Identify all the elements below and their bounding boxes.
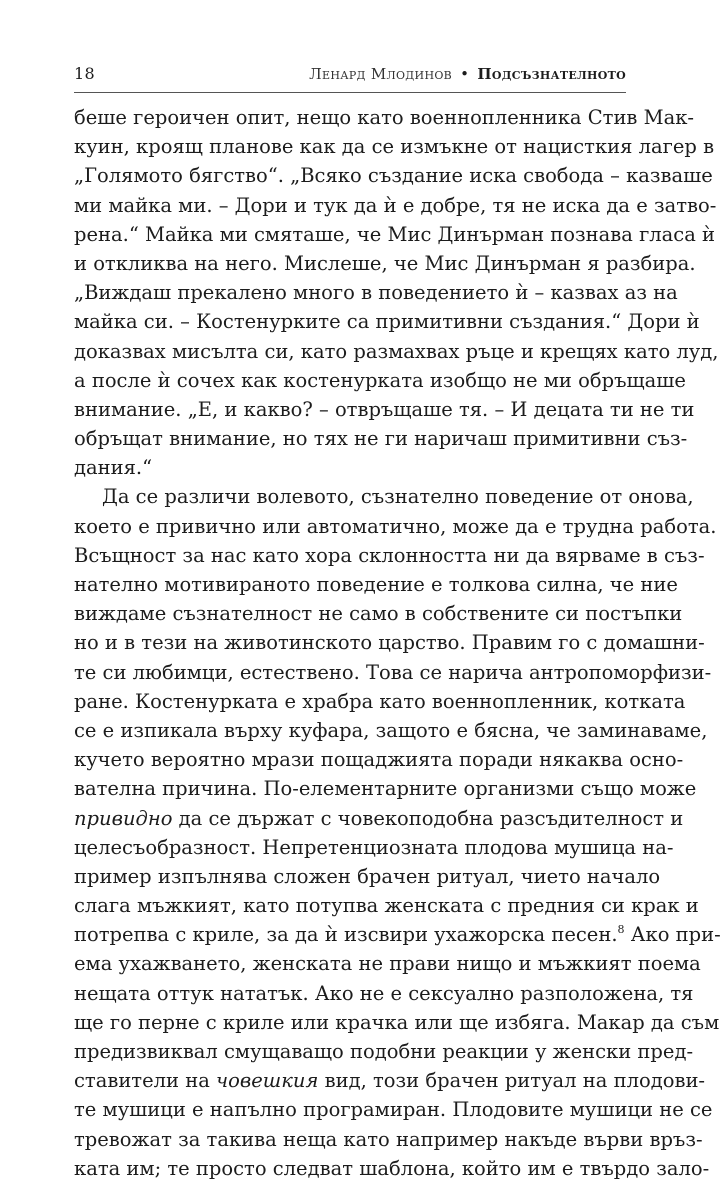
text-line: куин, кроящ планове как да се измъкне от нацисткия лагер в	[74, 135, 715, 159]
text-line: ще го перне с криле или крачка или ще избяга. Макар да съм	[74, 1010, 720, 1034]
text-line: тревожат за такива неща като например накъде върви връз-	[74, 1127, 703, 1151]
text-line: ми майка ми. – Дори и тук да ѝ е добре, тя не иска да е затво-	[74, 193, 717, 217]
text-line: доказвах мисълта си, като размахвах ръце и крещях като луд,	[74, 339, 719, 363]
text-line: ката им; те просто следват шаблона, който им е твърдо зало-	[74, 1156, 710, 1180]
text-line: целесъобразност. Непретенциозната плодова мушица на-	[74, 835, 674, 859]
text-line: „Виждаш прекалено много в поведението ѝ – казвах аз на	[74, 281, 678, 305]
text-line: а после ѝ сочех как костенурката изобщо не ми обръщаше	[74, 368, 686, 392]
italic-word: привидно	[74, 806, 173, 830]
text-line: слага мъжкият, като потупва женската с предния си крак и	[74, 894, 699, 918]
text-line: което е привично или автоматично, може да е трудна работа.	[74, 514, 717, 538]
footnote-marker: 8	[617, 923, 625, 937]
text-line: те мушици е напълно програмиран. Плодовите мушици не се	[74, 1098, 713, 1122]
text-line: и откликва на него. Мислеше, че Мис Динърман я разбира.	[74, 251, 696, 275]
text-line: но и в тези на животинското царство. Правим го с домашни-	[74, 631, 705, 655]
book-title: Подсъзнателното	[477, 65, 626, 83]
text-line: се е изпикала върху куфара, защото е бясна, че заминаваме,	[74, 718, 708, 742]
text-line: ране. Костенурката е храбра като военнопленник, котката	[74, 689, 686, 713]
text-line: нателно мотивираното поведение е толкова силна, че ние	[74, 573, 678, 596]
line-start: ставители на	[74, 1069, 217, 1093]
text-line: нещата оттук нататък. Ако не е сексуално разположена, тя	[74, 981, 694, 1005]
running-head-right	[309, 65, 626, 83]
line-rest: Ако при-	[624, 923, 721, 947]
text-line: Да се различи волевото, съзнателно поведение от онова,	[102, 485, 694, 509]
text-line: внимание. „Е, и какво? – отвръщаше тя. – И децата ти не ти	[74, 397, 695, 421]
body-text	[74, 103, 721, 1183]
header-rule	[74, 92, 626, 93]
text-line: майка си. – Костенурките са примитивни създания.“ Дори ѝ	[74, 310, 700, 334]
text-line	[74, 804, 684, 833]
line-start: потрепва с криле, за да ѝ изсвири ухажорска песен.	[74, 923, 618, 947]
page-number: 18	[74, 64, 95, 83]
text-line: пример изпълнява сложен брачен ритуал, чието начало	[74, 864, 661, 888]
text-line	[74, 1066, 706, 1095]
text-line: беше героичен опит, нещо като военнопленника Стив Мак-	[74, 106, 694, 129]
running-head	[74, 64, 626, 86]
line-rest: вид, този брачен ритуал на плодови-	[318, 1069, 706, 1093]
text-line: ема ухажването, женската не прави нищо и мъжкият поема	[74, 952, 701, 976]
bullet-separator: •	[460, 65, 470, 83]
text-line: обръщат внимание, но тях не ги наричаш примитивни съз-	[74, 427, 688, 451]
text-line	[74, 920, 721, 949]
text-line: Всъщност за нас като хора склонността ни да вярваме в съз-	[74, 543, 705, 567]
text-line: предизвиквал смущаващо подобни реакции у женски пред-	[74, 1040, 694, 1063]
text-line: кучето вероятно мрази пощаджията поради някаква осно-	[74, 748, 684, 772]
text-line: „Голямото бягство“. „Всяко създание иска свобода – казваше	[74, 164, 713, 188]
line-rest: да се държат с човекоподобна разсъдителност и	[172, 806, 684, 830]
text-line: вателна причина. По-елементарните организми също може	[74, 777, 697, 801]
text-line: рена.“ Майка ми смяташе, че Мис Динърман познава гласа ѝ	[74, 222, 716, 246]
italic-word: човешкия	[216, 1069, 319, 1093]
author-name: Ленард Млодинов	[309, 65, 453, 83]
text-line: виждаме съзнателност не само в собствените си постъпки	[74, 602, 683, 626]
text-line: те си любимци, естествено. Това се нарича антропоморфизи-	[74, 660, 712, 684]
text-line: дания.“	[74, 456, 153, 480]
